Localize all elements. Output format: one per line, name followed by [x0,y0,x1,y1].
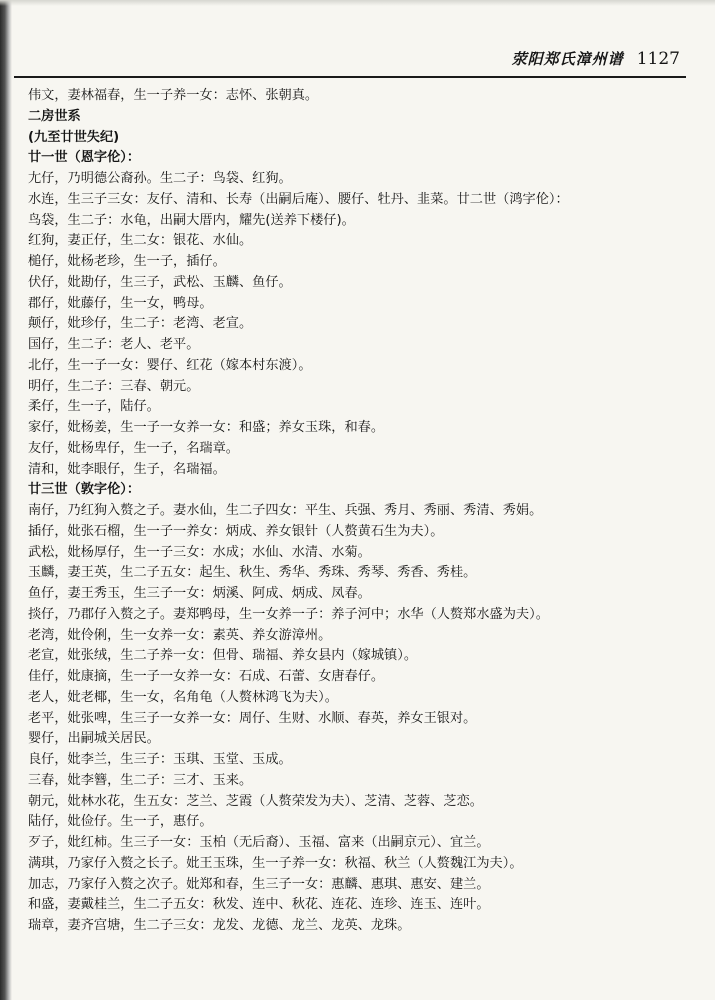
genealogy-entry: 鸟袋，生二子：水龟，出嗣大厝内，耀先(送养下楼仔)。 [28,212,355,228]
genealogy-entry: 家仔，妣杨姜，生一子一女养一女：和盛；养女玉珠，和春。 [28,420,385,435]
genealogy-entry: 婴仔，出嗣城关居民。 [28,731,160,747]
genealogy-entry: 加志，乃家仔入赘之次子。妣郑和春，生三子一女：惠麟、惠琪、惠安、建兰。 [28,876,490,892]
genealogy-entry: 尢仔，乃明德公裔孙。生二子：鸟袋、红狗。 [28,171,292,186]
genealogy-entry: 插仔，妣张石榴，生一子一养女：炳成、养女银针（人赘黄石生为夫）。 [28,523,444,539]
genealogy-entry: 良仔，妣李兰，生三子：玉琪、玉堂、玉成。 [28,752,292,767]
genealogy-entry: 红狗，妻正仔，生二女：银花、水仙。 [28,233,253,249]
page-number: 1127 [636,49,680,69]
genealogy-entry: 伟文，妻林福春，生一子养一女：志怀、张朝真。 [28,88,319,103]
genealogy-entry: 郡仔，妣藤仔，生一女，鸭母。 [28,295,213,311]
section-heading: 廿一世（恩字伦）： [28,150,141,166]
scan-shadow-edge [0,0,12,1000]
genealogy-entry: 南仔，乃红狗入赘之子。妻水仙，生二子四女：平生、兵强、秀月、秀丽、秀清、秀娟。 [28,503,543,518]
genealogy-entry: 玉麟，妻王英，生二子五女：起生、秋生、秀华、秀珠、秀琴、秀香、秀桂。 [28,565,477,581]
genealogy-entry: 鱼仔，妻王秀玉，生三子一女：炳溪、阿成、炳成、凤春。 [28,586,371,601]
genealogy-entry: 老宣，妣张绒，生二子养一女：但骨、瑞福、养女县内（嫁城镇）。 [28,648,418,664]
genealogy-entry: 明仔，生二子：三春、朝元。 [28,378,200,394]
book-title: 荥阳郑氏漳州谱 [511,50,624,68]
genealogy-text [28,86,700,937]
genealogy-entry: 佳仔，妣康摘，生一子一女养一女：石成、石蕾、女唐春仔。 [28,669,385,684]
genealogy-entry: 北仔，生一子一女：婴仔、红花（嫁本村东渡）。 [28,357,312,373]
genealogy-entry: 伏仔，妣勘仔，生三子，武松、玉麟、鱼仔。 [28,274,292,290]
genealogy-entry: 三春，妣李簪，生二子：三才、玉来。 [28,772,253,788]
genealogy-entry: 满琪，乃家仔入赘之长子。妣王玉珠，生一子养一女：秋福、秋兰（人赘魏江为夫）。 [28,855,523,871]
genealogy-entry: 朝元，妣林水花，生五女：芝兰、芝霞（人赘荣发为夫）、芝清、芝蓉、芝恋。 [28,793,483,809]
genealogy-entry: 掞仔，乃郡仔入赘之子。妻郑鸭母，生一女养一子：养子河中；水华（人赘郑水盛为夫）。 [28,606,549,622]
running-header [440,48,680,74]
section-heading: 廿三世（敦字伦）： [28,482,141,498]
genealogy-entry: 歹子，妣红柿。生三子一女：玉柏（无后裔）、玉福、富来（出嗣京元）、宜兰。 [28,835,490,850]
section-heading: 二房世系 [28,108,81,124]
genealogy-entry: 柔仔，生一子，陆仔。 [28,399,160,415]
genealogy-entry: 槌仔，妣杨老珍，生一子，插仔。 [28,254,226,269]
section-heading: (九至廿世失纪) [28,129,120,145]
genealogy-entry: 瑞章，妻齐宫塘，生二子三女：龙发、龙德、龙兰、龙英、龙珠。 [28,918,411,933]
genealogy-entry: 颠仔，妣珍仔，生二子：老湾、老宣。 [28,316,253,332]
header-rule [14,76,686,78]
scan-shadow-top [0,0,715,6]
genealogy-entry: 老平，妣张啤，生三子一女养一女：周仔、生财、水顺、春英，养女王银对。 [28,710,477,726]
genealogy-entry: 和盛，妻戴桂兰，生二子五女：秋发、连中、秋花、连花、连珍、连玉、连叶。 [28,897,490,913]
genealogy-entry: 武松，妣杨厚仔，生一子三女：水成；水仙、水清、水菊。 [28,544,371,560]
genealogy-entry: 老人，妣老椰，生一女，名角龟（人赘林鸿飞为夫）。 [28,689,338,705]
genealogy-entry: 陆仔，妣俭仔。生一子，惠仔。 [28,814,213,830]
genealogy-entry: 友仔，妣杨卑仔，生一子，名瑞章。 [28,440,239,456]
genealogy-entry: 国仔，生二子：老人、老平。 [28,337,200,352]
genealogy-entry: 老湾，妣伶俐，生一女养一女：素英、养女游漳州。 [28,627,332,643]
genealogy-entry: 水连，生三子三女：友仔、清和、长寿（出嗣后庵）、腰仔、牡丹、韭菜。廿二世（鸿字伦）： [28,191,569,207]
genealogy-entry: 清和，妣李眼仔，生子，名瑞福。 [28,461,226,477]
